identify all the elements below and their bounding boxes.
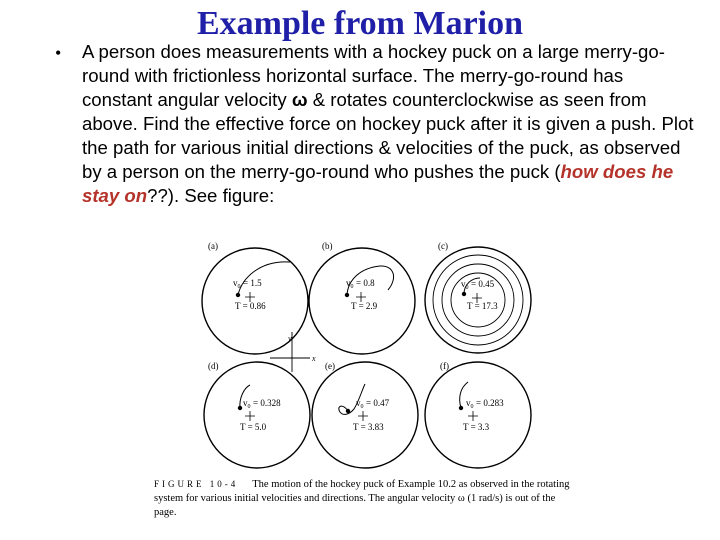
panel-c-period: T = 17.3: [467, 301, 498, 311]
panel-d-label: (d): [208, 361, 219, 371]
body-text-part3: ??). See figure:: [147, 185, 275, 206]
panel-c-boundary: [425, 247, 531, 353]
panel-b-label: (b): [322, 241, 333, 251]
panel-b-v0-symbol: $v_0$: [346, 278, 354, 290]
panel-e-start-dot: [346, 409, 350, 413]
panel-f-start-dot: [459, 406, 463, 410]
panel-c-v0-value: = 0.45: [471, 279, 495, 289]
panel-b-v0-value: = 0.8: [356, 278, 375, 288]
panel-c: [425, 241, 531, 353]
figure-caption: [154, 477, 574, 520]
panel-c-spiral-ring-1: [433, 255, 523, 345]
body-text-part1: A person does measurements with a hockey puck on a large merry-go-round with frictionless horizontal surface. The merry-go-round has constant angular velocity: [82, 41, 665, 110]
panel-e-label: (e): [325, 361, 335, 371]
panel-e-boundary: [312, 362, 418, 468]
panel-f: [425, 361, 531, 468]
panel-e-center-mark: [358, 411, 368, 421]
panel-a-v0-value: = 1.5: [243, 278, 262, 288]
panel-f-v0-value: = 0.283: [476, 398, 504, 408]
y-axis-label: y: [288, 334, 292, 343]
omega-symbol: ω: [291, 89, 308, 110]
panel-a-start-dot: [236, 293, 240, 297]
panel-b-period: T = 2.9: [351, 301, 378, 311]
panel-f-period: T = 3.3: [463, 422, 490, 432]
body-paragraph: [82, 40, 697, 208]
panel-f-boundary: [425, 362, 531, 468]
panel-f-v0-symbol: $v_0$: [466, 398, 474, 410]
body-emphasis: how does he stay on: [82, 161, 674, 206]
caption-label: FIGURE 10-4: [154, 479, 239, 489]
panel-f-label: (f): [440, 361, 449, 371]
panel-c-v0-symbol: $v_0$: [461, 279, 469, 291]
panel-e: [312, 361, 418, 468]
body-text-part2: & rotates counterclockwise as seen from above. Find the effective force on hockey puck after it is given a push. Plot the path for various initial directions & velocities of the puck, as observed by a person on the merry-go-round who pushes the puck (: [82, 89, 694, 182]
panel-b-start-dot: [345, 293, 349, 297]
panel-a-v0-symbol: $v_0$: [233, 278, 241, 290]
slide-title: Example from Marion: [196, 5, 524, 42]
panel-d-v0-value: = 0.328: [253, 398, 281, 408]
panel-f-center-mark: [468, 411, 478, 421]
panel-d-center-mark: [245, 411, 255, 421]
x-axis-label: x: [312, 354, 316, 363]
panel-c-label: (c): [438, 241, 448, 251]
caption-text: The motion of the hockey puck of Example 10.2 as observed in the rotating system for various initial velocities and directions. The angular velocity ω (1 rad/s) is out of the page.: [154, 479, 570, 518]
bullet-marker: •: [55, 43, 62, 63]
panel-e-period: T = 3.83: [353, 422, 384, 432]
panel-d: [204, 361, 310, 468]
panel-a-period: T = 0.86: [235, 301, 266, 311]
panel-c-start-dot: [462, 292, 466, 296]
panel-d-v0-symbol: $v_0$: [243, 398, 251, 410]
panel-e-v0-symbol: $v_0$: [356, 398, 364, 410]
panel-b: [309, 241, 415, 354]
panel-d-period: T = 5.0: [240, 422, 267, 432]
puck-trajectory-figure: [150, 238, 570, 476]
panel-d-start-dot: [238, 406, 242, 410]
panel-d-boundary: [204, 362, 310, 468]
panel-c-spiral-ring-2: [442, 264, 514, 336]
panel-e-v0-value: = 0.47: [366, 398, 390, 408]
panel-a-label: (a): [208, 241, 218, 251]
